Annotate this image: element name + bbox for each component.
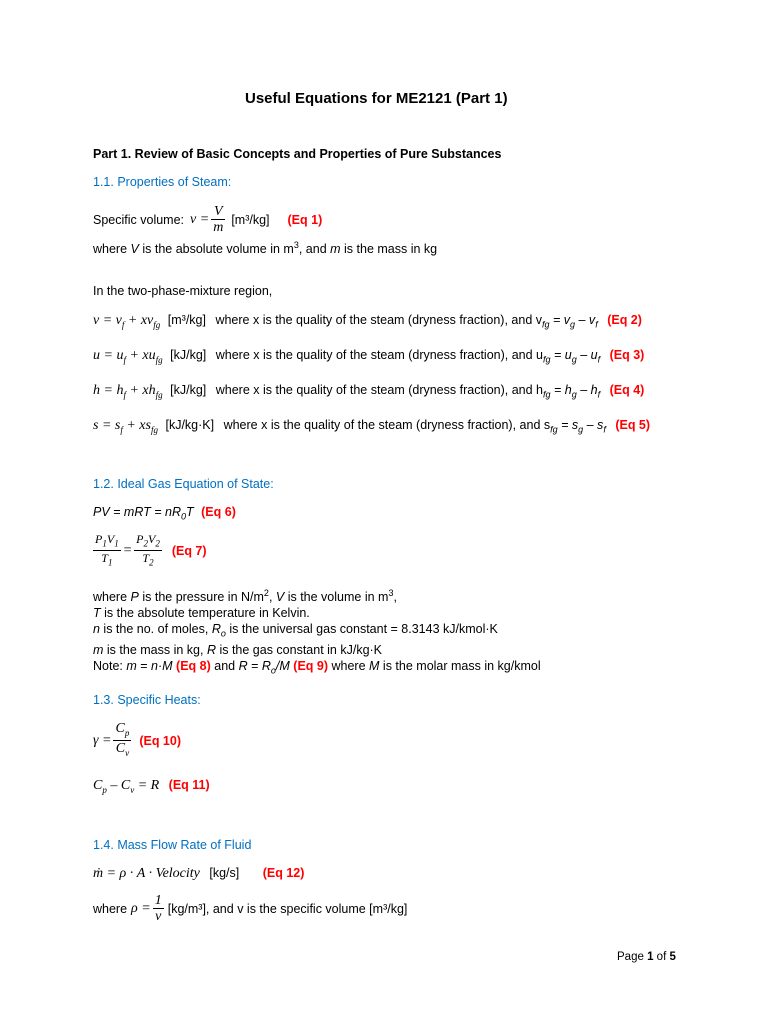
ideal-gas-where-block	[93, 585, 541, 678]
eq5-formula: $s = s_f + xs_{fg}$	[93, 418, 158, 435]
eq2-relation: $_{fg} = v_g - v_f$	[542, 313, 598, 330]
eq1-where-line: where V is the absolute volume in $m^3$, and m is the mass in kg	[93, 240, 438, 257]
ideal-gas-note: Note: m = n·M (Eq 8) and $R = R_o/M$ (Eq 9) where M is the molar mass in kg/kmol	[93, 658, 541, 676]
density-fraction: $\frac{1}{v}$	[154, 893, 162, 924]
eq2-formula: $v = v_f + xv_{fg}$	[93, 313, 161, 330]
eq11-line	[93, 778, 210, 795]
density-suffix: [kg/m³], and v is the specific volume [m³/kg]	[167, 902, 408, 916]
ideal-gas-line-3: n is the no. of moles, $R_o$ is the universal gas constant = 8.3143 kJ/kmol·K	[93, 622, 498, 639]
eq2-line	[93, 313, 642, 330]
eq10-lhs: γ =	[93, 733, 112, 749]
eq4-relation: $_{fg} = h_g - h_f$	[543, 383, 601, 400]
eq4-tag: (Eq 4)	[609, 383, 645, 397]
eq7-right-fraction: $\frac{P_2V_2}{T_2}$	[136, 532, 160, 568]
eq7-left-fraction: $\frac{P_1V_1}{T_1}$	[95, 532, 119, 568]
eq3-desc: where x is the quality of the steam (dryness fraction), and u	[215, 348, 543, 362]
eq4-line	[93, 383, 644, 400]
eq6-line	[93, 505, 236, 522]
eq3-unit: [kJ/kg]	[170, 348, 207, 362]
eq3-line	[93, 348, 644, 365]
eq12-tag: (Eq 12)	[262, 866, 305, 880]
eq6-tag: (Eq 6)	[201, 505, 236, 519]
eq5-tag: (Eq 5)	[615, 418, 651, 432]
eq4-unit: [kJ/kg]	[170, 383, 207, 397]
density-line	[93, 894, 407, 924]
eq1-tag: (Eq 1)	[287, 213, 323, 227]
two-phase-intro: In the two-phase-mixture region,	[93, 284, 273, 298]
eq12-formula: ṁ = ρ · A · Velocity	[93, 866, 200, 881]
page-of: of	[656, 951, 667, 963]
eq10-line	[93, 722, 181, 761]
page-title: Useful Equations for ME2121 (Part 1)	[245, 90, 508, 107]
eq2-unit: [m³/kg]	[167, 313, 206, 327]
eq4-desc: where x is the quality of the steam (dryness fraction), and h	[215, 383, 543, 397]
eq7-equals: =	[122, 543, 133, 559]
eq5-unit: [kJ/kg·K]	[165, 418, 215, 432]
eq10-tag: (Eq 10)	[139, 734, 181, 749]
specific-volume-label: Specific volume:	[93, 213, 185, 227]
ideal-gas-line-2: T is the absolute temperature in Kelvin.	[93, 606, 310, 621]
eq5-line	[93, 418, 650, 435]
eq3-formula: $u = u_f + xu_{fg}$	[93, 348, 163, 365]
eq1-lhs: v =	[190, 212, 210, 227]
page-label: Page	[617, 951, 644, 963]
page-number: 1	[647, 951, 654, 963]
eq11-formula: $C_p - C_v = R$	[93, 778, 160, 795]
eq7-line	[93, 532, 207, 571]
eq12-line	[93, 866, 304, 882]
eq3-relation: $_{fg} = u_g - u_f$	[543, 348, 601, 365]
page-footer	[617, 951, 676, 963]
ideal-gas-line-4: m is the mass in kg, R is the gas constant in kJ/kg·K	[93, 642, 383, 657]
density-where: where	[93, 902, 128, 916]
eq10-fraction: $\frac{C_p}{C_v}$	[115, 721, 130, 758]
eq7-tag: (Eq 7)	[171, 544, 207, 559]
eq1-unit: [m³/kg]	[231, 213, 270, 227]
eq12-unit: [kg/s]	[209, 866, 240, 880]
eq2-tag: (Eq 2)	[607, 313, 642, 327]
density-lhs: ρ =	[131, 901, 151, 916]
eq5-relation: $_{fg} = s_g - s_f$	[550, 418, 606, 435]
eq1-line	[93, 205, 322, 235]
section-1-4-heading: 1.4. Mass Flow Rate of Fluid	[93, 838, 252, 852]
eq3-tag: (Eq 3)	[609, 348, 645, 362]
ideal-gas-line-1: where P is the pressure in $N/m^2$, V is the volume in $m^3$,	[93, 588, 397, 605]
part-heading: Part 1. Review of Basic Concepts and Properties of Pure Substances	[93, 147, 502, 161]
eq1-fraction: $\frac{V}{m}$	[213, 204, 224, 235]
section-1-2-heading: 1.2. Ideal Gas Equation of State:	[93, 477, 274, 491]
eq11-tag: (Eq 11)	[168, 778, 210, 792]
eq6-formula: PV = mRT = $nR_0T$	[93, 505, 194, 522]
page-total: 5	[669, 951, 676, 963]
eq5-desc: where x is the quality of the steam (dryness fraction), and s	[223, 418, 551, 432]
section-1-3-heading: 1.3. Specific Heats:	[93, 693, 201, 707]
section-1-1-heading: 1.1. Properties of Steam:	[93, 175, 232, 189]
eq4-formula: $h = h_f + xh_{fg}$	[93, 383, 163, 400]
eq2-desc: where x is the quality of the steam (dryness fraction), and v	[215, 313, 542, 327]
